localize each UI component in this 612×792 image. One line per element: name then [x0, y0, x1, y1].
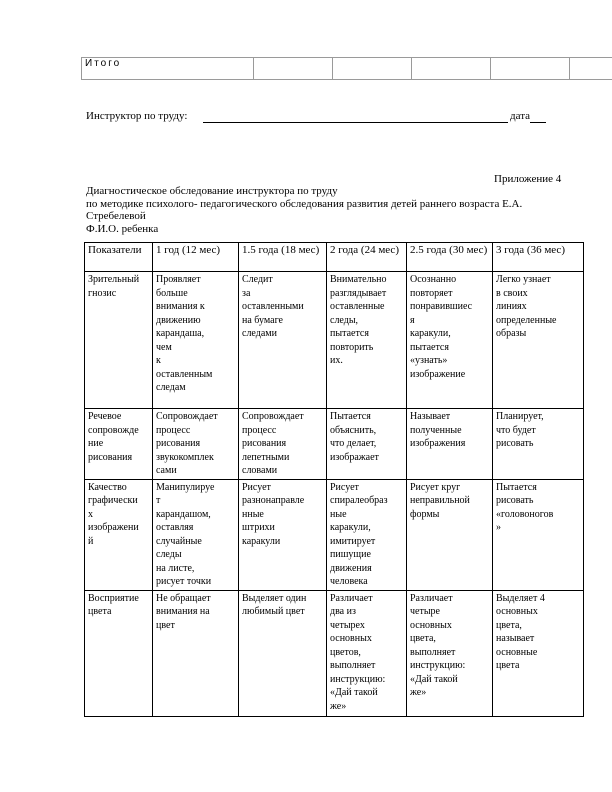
summary-label: Итого — [82, 58, 254, 80]
table-cell: Различает четыре основных цвета, выполняет инструкцию: «Дай такой же» — [407, 590, 493, 716]
header-cell: 2.5 года (30 мес) — [407, 243, 493, 272]
summary-cell — [491, 58, 570, 80]
date-label: дата — [510, 110, 531, 122]
table-cell: Различает два из четырех основных цветов, выполняет инструкцию: «Дай такой же» — [327, 590, 407, 716]
table-cell: Манипулируе т карандашом, оставляя случайные следы на листе, рисует точки — [153, 479, 239, 590]
document-title — [86, 185, 586, 235]
title-line: Стребелевой — [86, 210, 146, 222]
summary-cell — [333, 58, 412, 80]
table-cell: Рисует разнонаправле нные штрихи каракули — [239, 479, 327, 590]
summary-cell — [570, 58, 612, 80]
header-cell: 1.5 года (18 мес) — [239, 243, 327, 272]
indicator-cell: Восприятие цвета — [85, 590, 153, 716]
table-cell: Выделяет 4 основных цвета, называет основные цвета — [493, 590, 584, 716]
date-underline — [530, 122, 546, 123]
table-cell: Сопровождает процесс рисования лепетными словами — [239, 409, 327, 480]
title-line: Диагностическое обследование инструктора по труду — [86, 185, 338, 197]
instructor-label: Инструктор по труду: — [86, 110, 188, 122]
indicator-cell: Зрительный гнозис — [85, 272, 153, 409]
appendix-label: Приложение 4 — [494, 173, 562, 185]
header-cell: 3 года (36 мес) — [493, 243, 584, 272]
table-row — [85, 479, 584, 590]
table-cell: Внимательно разглядывает оставленные следы, пытается повторить их. — [327, 272, 407, 409]
indicator-cell: Качество графически х изображени й — [85, 479, 153, 590]
table-cell: Сопровождает процесс рисования звукокомплек сами — [153, 409, 239, 480]
title-line: по методике психолого- педагогического обследования развития детей раннего возраста Е.А. — [86, 197, 523, 210]
child-name-label: Ф.И.О. ребенка — [86, 222, 159, 235]
table-cell: Следит за оставленными на бумаге следами — [239, 272, 327, 409]
table-cell: Выделяет один любимый цвет — [239, 590, 327, 716]
summary-row — [82, 58, 612, 80]
header-cell: 1 год (12 мес) — [153, 243, 239, 272]
table-row — [85, 272, 584, 409]
table-cell: Легко узнает в своих линиях определенные образы — [493, 272, 584, 409]
indicator-cell: Речевое сопровожде ние рисования — [85, 409, 153, 480]
table-row — [85, 590, 584, 716]
header-cell: 2 года (24 мес) — [327, 243, 407, 272]
table-cell: Рисует круг неправильной формы — [407, 479, 493, 590]
table-cell: Пытается объяснить, что делает, изображает — [327, 409, 407, 480]
diagnostic-table — [84, 242, 584, 717]
table-cell: Не обращает внимания на цвет — [153, 590, 239, 716]
table-cell: Планирует, что будет рисовать — [493, 409, 584, 480]
signature-underline — [203, 122, 508, 123]
table-cell: Рисует спиралеобраз ные каракули, имитирует пишущие движения человека — [327, 479, 407, 590]
table-cell: Называет полученные изображения — [407, 409, 493, 480]
summary-cell — [412, 58, 491, 80]
table-row — [85, 409, 584, 480]
table-header-row — [85, 243, 584, 272]
table-cell: Проявляет больше внимания к движению карандаша, чем к оставленным следам — [153, 272, 239, 409]
summary-cell — [254, 58, 333, 80]
header-cell: Показатели — [85, 243, 153, 272]
table-cell: Пытается рисовать «головоногов » — [493, 479, 584, 590]
table-cell: Осознанно повторяет понравившиес я каракули, пытается «узнать» изображение — [407, 272, 493, 409]
summary-table — [81, 57, 612, 80]
